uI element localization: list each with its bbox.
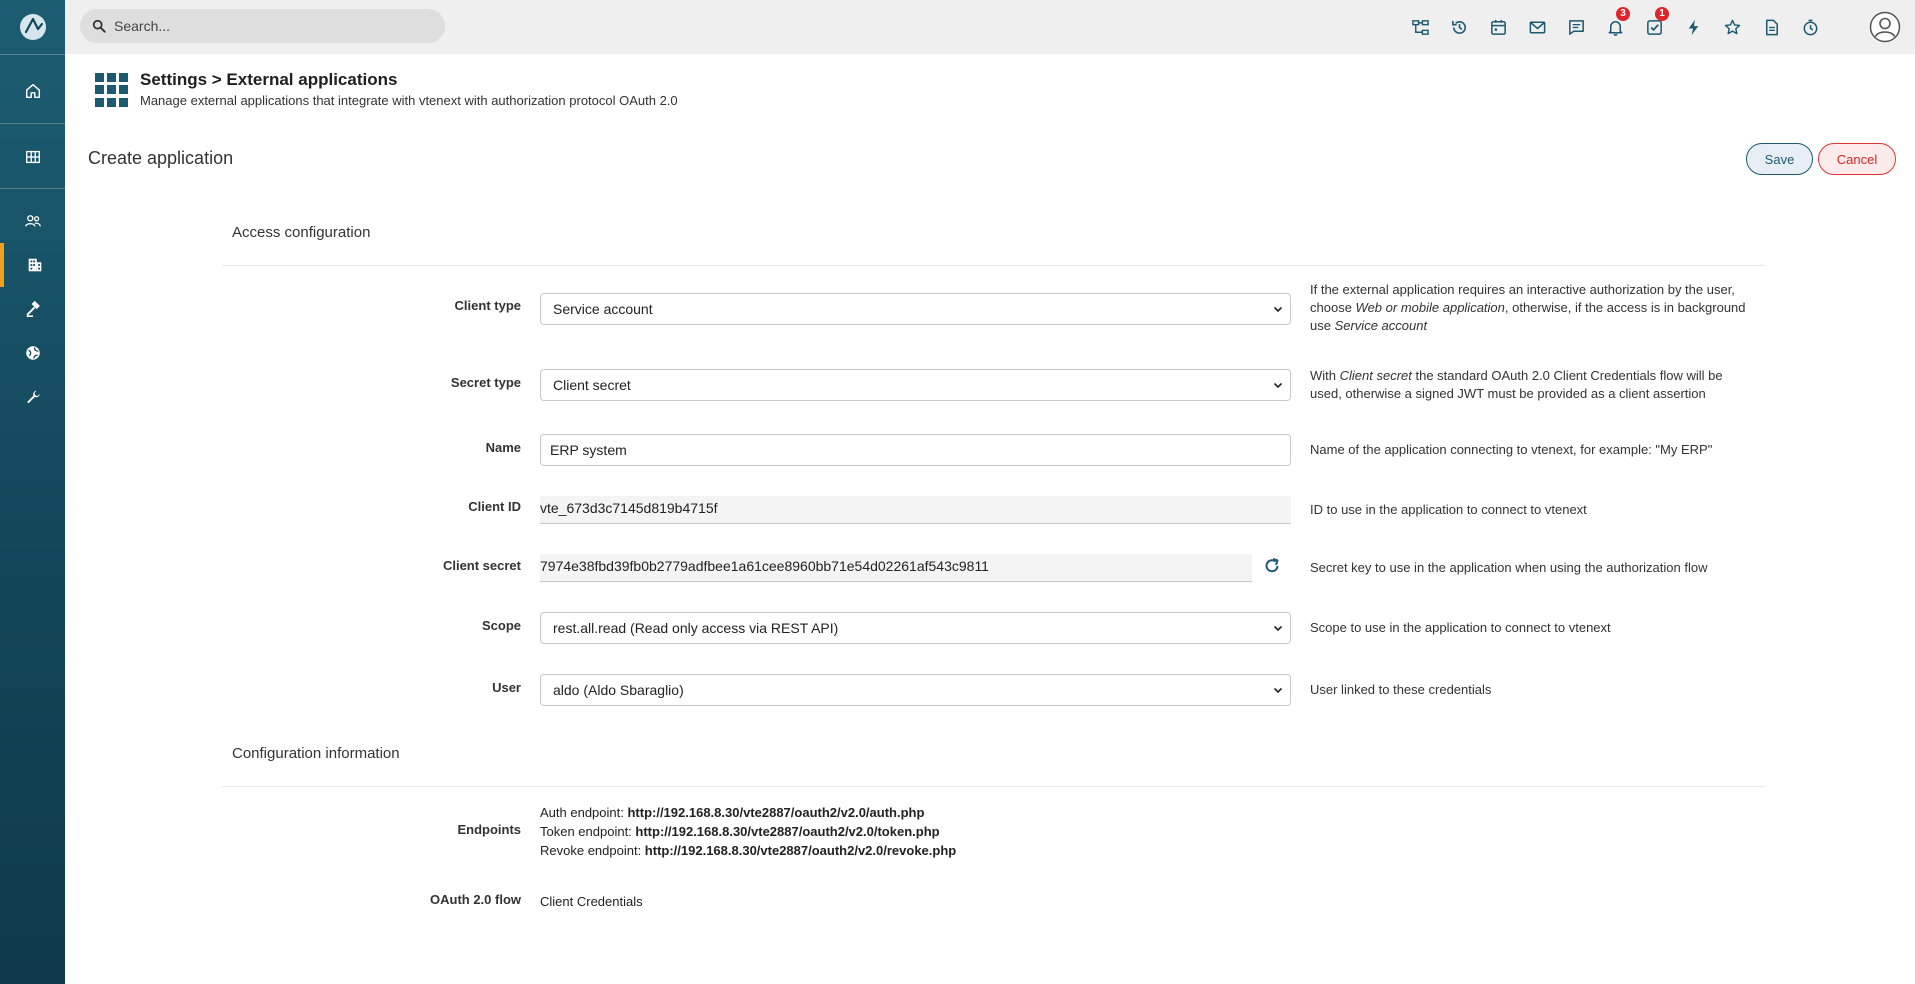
scope-select[interactable] [540, 612, 1291, 644]
name-label: Name [485, 440, 521, 455]
search-box[interactable] [80, 9, 445, 43]
process-icon[interactable] [1401, 0, 1440, 54]
sidebar-separator [0, 54, 65, 55]
client-type-value: Service account [553, 301, 653, 317]
sidebar-item-tools[interactable] [0, 287, 65, 331]
user-help: User linked to these credentials [1310, 682, 1492, 697]
name-value: ERP system [550, 442, 627, 458]
page-header [95, 70, 678, 108]
name-help: Name of the application connecting to vtenext, for example: "My ERP" [1310, 442, 1713, 457]
oauth-flow-value: Client Credentials [540, 894, 643, 909]
user-avatar-icon[interactable] [1869, 11, 1901, 43]
star-icon[interactable] [1713, 0, 1752, 54]
users-icon [24, 212, 42, 230]
client-secret-value: 7974e38fbd39fb0b2779adfbee1a61cee8960bb71e54d02261af543c9811 [540, 558, 989, 574]
home-icon [24, 82, 42, 100]
app-logo-icon[interactable] [18, 12, 48, 42]
wrench-icon [24, 388, 42, 406]
calendar-icon[interactable] [1479, 0, 1518, 54]
grid-icon [24, 148, 42, 166]
chat-icon[interactable] [1557, 0, 1596, 54]
endpoints-list [540, 803, 956, 860]
timer-icon[interactable] [1791, 0, 1830, 54]
divider [222, 786, 1765, 787]
notification-badge: 3 [1616, 7, 1630, 21]
scope-label: Scope [481, 618, 521, 633]
config-info-title: Configuration information [232, 745, 400, 762]
tasks-badge: 1 [1655, 7, 1669, 21]
building-icon [26, 256, 44, 274]
sidebar-item-modules[interactable] [0, 135, 65, 179]
divider [222, 265, 1765, 266]
chevron-down-icon [1272, 303, 1284, 315]
oauth-flow-label: OAuth 2.0 flow [430, 892, 521, 907]
bell-icon[interactable] [1596, 0, 1635, 54]
sidebar-item-company[interactable] [0, 243, 65, 287]
search-input[interactable] [114, 18, 414, 34]
client-id-value: vte_673d3c7145d819b4715f [540, 500, 718, 516]
chevron-down-icon [1272, 684, 1284, 696]
client-type-help: If the external application requires an interactive authorization by the user, choose Web or mobile application, otherwise, if the access is in background use Service account [1310, 282, 1746, 333]
chevron-down-icon [1272, 622, 1284, 634]
client-secret-help: Secret key to use in the application when using the authorization flow [1310, 560, 1708, 575]
user-label: User [492, 680, 521, 695]
user-select[interactable] [540, 674, 1291, 706]
globe-icon [24, 344, 42, 362]
user-value: aldo (Aldo Sbaraglio) [553, 682, 684, 698]
secret-type-value: Client secret [553, 377, 631, 393]
sidebar [0, 0, 65, 984]
tasks-icon[interactable] [1635, 0, 1674, 54]
sidebar-separator [0, 123, 65, 124]
sidebar-item-home[interactable] [0, 69, 65, 113]
name-input[interactable] [540, 434, 1291, 466]
save-button[interactable]: Save [1746, 143, 1813, 175]
chevron-down-icon [1272, 379, 1284, 391]
secret-type-label: Secret type [450, 375, 521, 390]
scope-help: Scope to use in the application to connect to vtenext [1310, 620, 1611, 635]
client-type-select[interactable] [540, 293, 1291, 325]
refresh-icon[interactable] [1262, 556, 1282, 576]
client-type-label: Client type [454, 298, 521, 313]
search-icon [92, 19, 106, 33]
auth-endpoint: Auth endpoint: http://192.168.8.30/vte2887/oauth2/v2.0/auth.php [540, 805, 925, 820]
apps-grid-icon [95, 73, 128, 107]
secret-type-select[interactable] [540, 369, 1291, 401]
page-title: Settings > External applications [140, 70, 398, 89]
client-secret-label: Client secret [442, 558, 521, 573]
client-secret-field[interactable] [540, 554, 1252, 582]
history-icon[interactable] [1440, 0, 1479, 54]
endpoints-label: Endpoints [457, 822, 521, 837]
page-subtitle: Manage external applications that integrate with vtenext with authorization protocol OAuth 2.0 [140, 93, 678, 108]
section-title: Create application [88, 148, 234, 168]
sidebar-item-web[interactable] [0, 331, 65, 375]
access-config-title: Access configuration [232, 224, 371, 241]
sidebar-item-users[interactable] [0, 199, 65, 243]
token-endpoint: Token endpoint: http://192.168.8.30/vte2887/oauth2/v2.0/token.php [540, 824, 940, 839]
client-id-label: Client ID [468, 499, 521, 514]
cancel-button[interactable]: Cancel [1818, 143, 1896, 175]
top-bar [65, 0, 1915, 54]
client-id-field[interactable] [540, 496, 1291, 524]
toolbar-icons [1401, 0, 1830, 54]
client-id-help: ID to use in the application to connect to vtenext [1310, 502, 1587, 517]
secret-type-help: With Client secret the standard OAuth 2.0 Client Credentials flow will be used, otherwise a signed JWT must be provided as a client assertion [1310, 368, 1723, 401]
document-icon[interactable] [1752, 0, 1791, 54]
scope-value: rest.all.read (Read only access via REST API) [553, 620, 839, 636]
mail-icon[interactable] [1518, 0, 1557, 54]
gavel-icon [24, 300, 42, 318]
revoke-endpoint: Revoke endpoint: http://192.168.8.30/vte2887/oauth2/v2.0/revoke.php [540, 843, 957, 858]
sidebar-separator [0, 188, 65, 189]
sidebar-item-settings[interactable] [0, 375, 65, 419]
flash-icon[interactable] [1674, 0, 1713, 54]
